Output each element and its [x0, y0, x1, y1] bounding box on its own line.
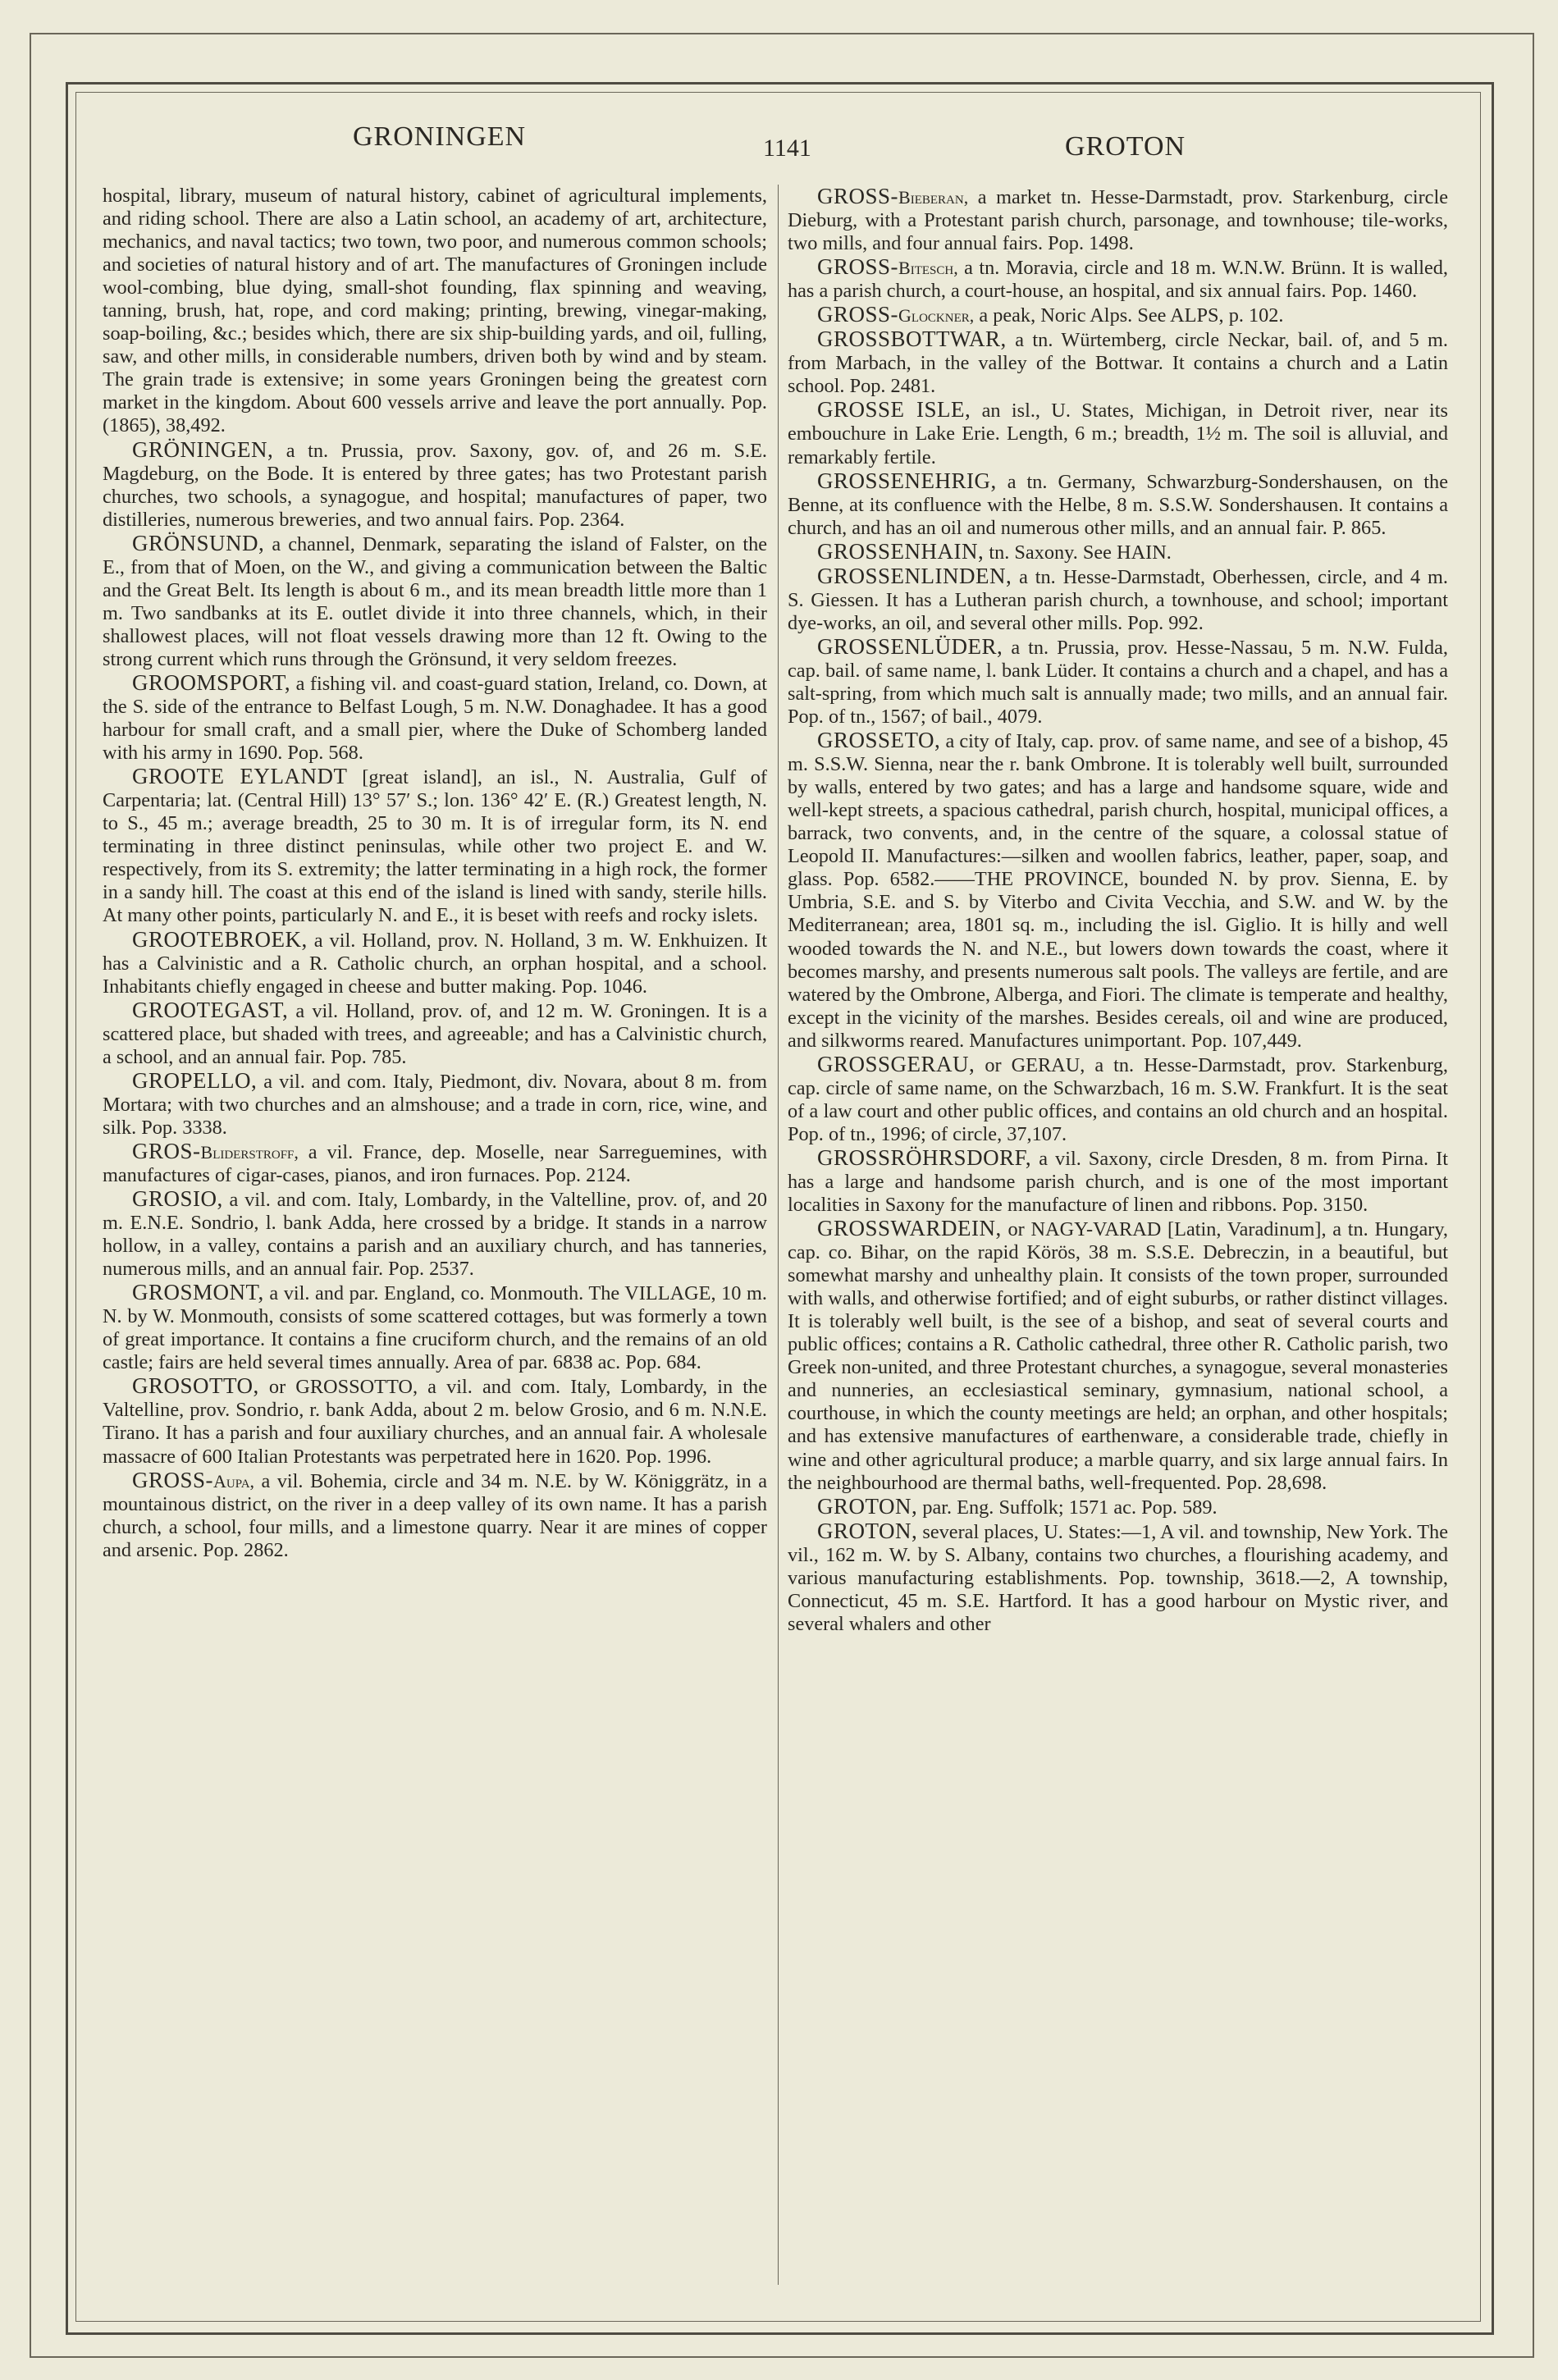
entry-headword: GROPELLO,	[132, 1067, 258, 1093]
entry-text: an isl., U. States, Michigan, in Detroit river, near its embouchure in Lake Erie. Length, 6 m.; breadth, 1½ m. The soil is alluvial, and remarkably fertile.	[788, 400, 1448, 468]
entry-text: tn. Saxony. See HAIN.	[984, 541, 1172, 564]
entry-headword: GROSMONT,	[132, 1280, 264, 1305]
gazetteer-entry	[788, 185, 1448, 255]
entry-text: a tn. Hesse-Darmstadt, Oberhessen, circle, and 4 m. S. Giessen. It has a Lutheran parish church, a townhouse, and school; important dye-works, an oil, and several other mills. Pop. 992.	[788, 565, 1448, 634]
entry-text: a tn. Moravia, circle and 18 m. W.N.W. Brünn. It is walled, has a parish church, a court-house, an hospital, and six annual fairs. Pop. 1460.	[788, 257, 1448, 303]
gazetteer-entry	[788, 1217, 1448, 1495]
gazetteer-entry	[788, 303, 1448, 327]
entry-headword-smallcaps: Bliderstroff,	[200, 1141, 299, 1163]
gazetteer-entry	[788, 635, 1448, 729]
gazetteer-entry	[788, 1053, 1448, 1146]
entry-text: a vil. and com. Italy, Lombardy, in the Valtelline, prov. of, and 20 m. E.N.E. Sondrio, l. bank Adda, here crossed by a bridge. It stands in a narrow hollow, in a valley, contains a parish and an auxiliary church, and has tanneries, numerous mills, and an annual fair. Pop. 2537.	[103, 1189, 767, 1281]
entry-text: a vil. Holland, prov. of, and 12 m. W. Groningen. It is a scattered place, but shaded with trees, and agreeable; and has a Calvinistic church, a school, and an annual fair. Pop. 785.	[103, 999, 767, 1068]
entry-text: a channel, Denmark, separating the island of Falster, on the E., from that of Moen, on the W., and giving a communication between the Baltic and the Great Belt. Its length is about 6 m., and its mean breadth little more than 1 m. Two sandbanks at its E. outlet divide it into three channels, which, in their shallowest places, will not float vessels drawing more than 12 ft. Owing to the strong current which runs through the Grönsund, it very seldom freezes.	[103, 532, 767, 670]
entry-text: a vil. Bohemia, circle and 34 m. N.E. by W. Königgrätz, in a mountainous district, on the river in a deep valley of its own name. It has a parish church, a school, four mills, and a limestone quarry. Near it are mines of copper and arsenic. Pop. 2862.	[103, 1469, 767, 1561]
entry-text: a vil. and com. Italy, Piedmont, div. Novara, about 8 m. from Mortara; with two churches and an almshouse; and a trade in corn, rice, wine, and silk. Pop. 3338.	[103, 1070, 767, 1139]
entry-headword: GROSSWARDEIN,	[817, 1216, 1002, 1241]
entry-headword-smallcaps: Bieberan,	[898, 187, 969, 208]
entry-headword: GROTON,	[817, 1493, 918, 1519]
entry-headword: GRÖNSUND,	[132, 530, 265, 555]
gazetteer-entry	[788, 1519, 1448, 1636]
gazetteer-entry	[788, 540, 1448, 564]
entry-headword: GROS-	[132, 1138, 201, 1163]
entry-text: hospital, library, museum of natural history, cabinet of agricultural implements, and riding school. There are also a Latin school, an academy of art, architecture, mechanics, and naval tactics; two town, two poor, and numerous common schools; and societies of natural history and of art. The manufactures of Groningen include wool-combing, blue dying, small-shot founding, flax spinning and weaving, tanning, brush, hat, rope, and cord making; printing, brewing, vinegar-making, soap-boiling, &c.; besides which, there are six ship-building yards, and oil, fulling, saw, and other mills, in considerable numbers, driven both by wind and by steam. The grain trade is extensive; in some years Groningen being the greatest corn market in the kingdom. About 600 vessels arrive and leave the port annually. Pop. (1865), 38,492.	[103, 185, 767, 437]
entry-headword: GROSSBOTTWAR,	[817, 327, 1007, 352]
gazetteer-entry	[103, 1069, 767, 1140]
entry-headword: GROOTE EYLANDT	[132, 764, 348, 789]
left-running-head: GRONINGEN	[353, 121, 527, 152]
entry-text: a tn. Prussia, prov. Hesse-Nassau, 5 m. N.W. Fulda, cap. bail. of same name, l. bank Lüder. It contains a church and a chapel, and has a salt-spring, from which much salt is annually made; two mills, and an annual fair. Pop. of tn., 1567; of bail., 4079.	[788, 636, 1448, 729]
entry-headword: GROSSENHAIN,	[817, 538, 985, 564]
entry-headword: GROSS-	[132, 1467, 214, 1492]
entry-text: or NAGY-VARAD [Latin, Varadinum], a tn. Hungary, cap. co. Bihar, on the rapid Körös, 38 m. S.S.E. Debreczin, in a beautiful, but somewhat marshy and unhealthy plain. It consists of the town proper, surrounded with walls, and otherwise fortified; and of eight suburbs, or rather distinct villages. It is tolerably well built, is the see of a bishop, and seat of several courts and public offices; contains a R. Catholic cathedral, three other R. Catholic parish, two Greek non-united, and three Protestant churches, a synagogue, several monasteries and nunneries, an ecclesiastical seminary, gymnasium, national school, a courthouse, in which the county meetings are held; an orphan, and other hospitals; and has extensive manufactures of earthenware, a considerable trade, chiefly in wine and other agricultural produce; a marble quarry, and six large annual fairs. In the neighbourhood are thermal baths, well-frequented. Pop. 28,698.	[788, 1218, 1448, 1494]
entry-headword: GROSSENEHRIG,	[817, 468, 997, 493]
entry-headword: GROSS-	[817, 184, 899, 208]
gazetteer-entry	[788, 398, 1448, 468]
entry-text: par. Eng. Suffolk; 1571 ac. Pop. 589.	[917, 1496, 1218, 1519]
entry-headword: GROOMSPORT,	[132, 669, 291, 695]
gazetteer-entry	[103, 928, 767, 998]
entry-text: [great island], an isl., N. Australia, Gulf of Carpentaria; lat. (Central Hill) 13° 57′ S.; lon. 136° 42′ E. (R.) Greatest length, N. to S., 45 m.; average breadth, 25 to 30 m. It is of irregular form, its N. end terminating in three distinct peninsulas, while other two project E. and W. respectively, from its S. extremity; the latter terminating in a high rock, the former in a sandy hill. The coast at this end of the island is lined with sandy, sterile hills. At many other points, particularly N. and E., it is beset with reefs and rocky islets.	[103, 766, 767, 927]
entry-text: a tn. Germany, Schwarzburg-Sondershausen, on the Benne, at its confluence with the Helbe, 8 m. S.S.W. Sondershausen. It contains a church, and has an oil and numerous other mills, and an annual fair. P. 865.	[788, 470, 1448, 539]
page-header	[107, 115, 1452, 172]
entry-text: a market tn. Hesse-Darmstadt, prov. Starkenburg, circle Dieburg, with a Protestant parish church, parsonage, and townhouse; tile-works, two mills, and four annual fairs. Pop. 1498.	[788, 186, 1448, 255]
entry-headword: GROSSE ISLE,	[817, 397, 971, 423]
column-divider	[778, 185, 779, 2285]
entry-headword: GROSSETO,	[817, 728, 941, 753]
right-column	[788, 185, 1448, 1636]
left-column	[103, 185, 767, 1562]
gazetteer-entry	[788, 1146, 1448, 1217]
entry-text: or GERAU, a tn. Hesse-Darmstadt, prov. Starkenburg, cap. circle of same name, on the Schwarzbach, 16 m. S.W. Frankfurt. It is the seat of a law court and other public offices, and contains an old church and an hospital. Pop. of tn., 1996; of circle, 37,107.	[788, 1053, 1448, 1145]
entry-text: a city of Italy, cap. prov. of same name, and see of a bishop, 45 m. S.S.W. Sienna, near the r. bank Ombrone. It is tolerably well built, surrounded by walls, entered by two gates; and has a large and handsome square, wide and well-kept streets, a spacious cathedral, parish church, hospital, municipal offices, a barrack, two convents, and, in the centre of the square, a colossal statue of Leopold II. Manufactures:—silken and woollen fabrics, leather, paper, soap, and glass. Pop. 6582.——THE PROVINCE, bounded N. by prov. Sienna, E. by Umbria, S.E. and S. by Viterbo and Civita Vecchia, and S.W. and W. by the Mediterranean; area, 1801 sq. m., including the isl. Giglio. It is hilly and well wooded towards the N. and N.E., but lowers down towards the coast, where it becomes marshy, and presents numerous salt pools. The valleys are fertile, and are watered by the Ombrone, Alberga, and Fiori. The climate is temperate and healthy, except in the vicinity of the marshes. Besides cereals, oil and wine are produced, and silkworms reared. Manufactures unimportant. Pop. 107,449.	[788, 730, 1448, 1052]
entry-text: a vil. France, dep. Moselle, near Sarreguemines, with manufactures of cigar-cases, pianos, and iron furnaces. Pop. 2124.	[103, 1140, 767, 1186]
entry-headword: GROSOTTO,	[132, 1373, 259, 1399]
entry-headword-smallcaps: Bitesch,	[898, 258, 958, 279]
gazetteer-entry	[103, 185, 767, 438]
gazetteer-entry	[103, 765, 767, 927]
entry-text: a peak, Noric Alps. See ALPS, p. 102.	[974, 304, 1284, 327]
gazetteer-entry	[788, 564, 1448, 635]
entry-headword: GROOTEBROEK,	[132, 926, 308, 952]
gazetteer-entry	[103, 1469, 767, 1562]
gazetteer-entry	[103, 1187, 767, 1281]
entry-headword-smallcaps: Aupa,	[213, 1470, 255, 1491]
gazetteer-entry	[103, 438, 767, 532]
entry-headword: GROSSRÖHRSDORF,	[817, 1144, 1032, 1170]
entry-headword-smallcaps: Glockner,	[898, 305, 975, 327]
entry-text: or GROSSOTTO, a vil. and com. Italy, Lombardy, in the Valtelline, prov. Sondrio, r. bank Adda, about 2 m. below Grosio, and 6 m. N.N.E. Tirano. It has a parish and four auxiliary churches, and an annual fair. A wholesale massacre of 600 Italian Protestants was perpetrated here in 1620. Pop. 1996.	[103, 1376, 767, 1468]
entry-text: several places, U. States:—1, A vil. and township, New York. The vil., 162 m. W. by S. Albany, contains two churches, a flourishing academy, and various manufacturing establishments. Pop. township, 3618.—2, A township, Connecticut, 45 m. S.E. Hartford. It has a good harbour on Mystic river, and several whalers and other	[788, 1520, 1448, 1635]
entry-text: a tn. Würtemberg, circle Neckar, bail. of, and 5 m. from Marbach, in the valley of the Bottwar. It contains a church and a Latin school. Pop. 2481.	[788, 329, 1448, 398]
entry-headword: GROSS-	[817, 302, 899, 327]
gazetteer-entry	[103, 1281, 767, 1374]
gazetteer-entry	[103, 1140, 767, 1187]
entry-headword: GROSSGERAU,	[817, 1051, 975, 1076]
gazetteer-entry	[103, 998, 767, 1069]
entry-headword: GRÖNINGEN,	[132, 436, 274, 462]
entry-headword: GROSIO,	[132, 1186, 223, 1212]
entry-text: a vil. Holland, prov. N. Holland, 3 m. W. Enkhuizen. It has a Calvinistic and a R. Catholic church, an orphan hospital, and a school. Inhabitants chiefly engaged in cheese and butter making. Pop. 1046.	[103, 929, 767, 998]
gazetteer-entry	[103, 1374, 767, 1468]
entry-headword: GROSS-	[817, 254, 899, 280]
entry-text: a vil. and par. England, co. Monmouth. The VILLAGE, 10 m. N. by W. Monmouth, consists of some scattered cottages, but was formerly a town of great importance. It contains a fine cruciform church, and the remains of an old castle; fairs are held several times annually. Area of par. 6838 ac. Pop. 684.	[103, 1282, 767, 1374]
entry-headword: GROSSENLÜDER,	[817, 633, 1003, 659]
entry-text: a fishing vil. and coast-guard station, Ireland, co. Down, at the S. side of the entrance to Belfast Lough, 5 m. N.W. Donaghadee. It has a good harbour for small craft, and a small pier, where the Duke of Schomberg landed with his army in 1690. Pop. 568.	[103, 672, 767, 765]
entry-text: a tn. Prussia, prov. Saxony, gov. of, and 26 m. S.E. Magdeburg, on the Bode. It is entered by three gates; has two Protestant parish churches, two schools, a synagogue, and hospital; manufactures of paper, two distilleries, numerous breweries, and two annual fairs. Pop. 2364.	[103, 439, 767, 531]
gazetteer-entry	[788, 255, 1448, 303]
gazetteer-entry	[103, 532, 767, 671]
gazetteer-entry	[788, 469, 1448, 540]
entry-text: a vil. Saxony, circle Dresden, 8 m. from Pirna. It has a large and handsome parish church, and is one of the most important localities in Saxony for the manufacture of linen and ribbons. Pop. 3150.	[788, 1147, 1448, 1217]
gazetteer-entry	[788, 1495, 1448, 1519]
gazetteer-entry	[788, 729, 1448, 1053]
page-number: 1141	[763, 135, 811, 162]
entry-headword: GROSSENLINDEN,	[817, 563, 1012, 588]
entry-headword: GROOTEGAST,	[132, 997, 289, 1022]
entry-headword: GROTON,	[817, 1518, 918, 1543]
right-running-head: GROTON	[1065, 131, 1186, 162]
gazetteer-entry	[788, 327, 1448, 398]
gazetteer-entry	[103, 671, 767, 765]
